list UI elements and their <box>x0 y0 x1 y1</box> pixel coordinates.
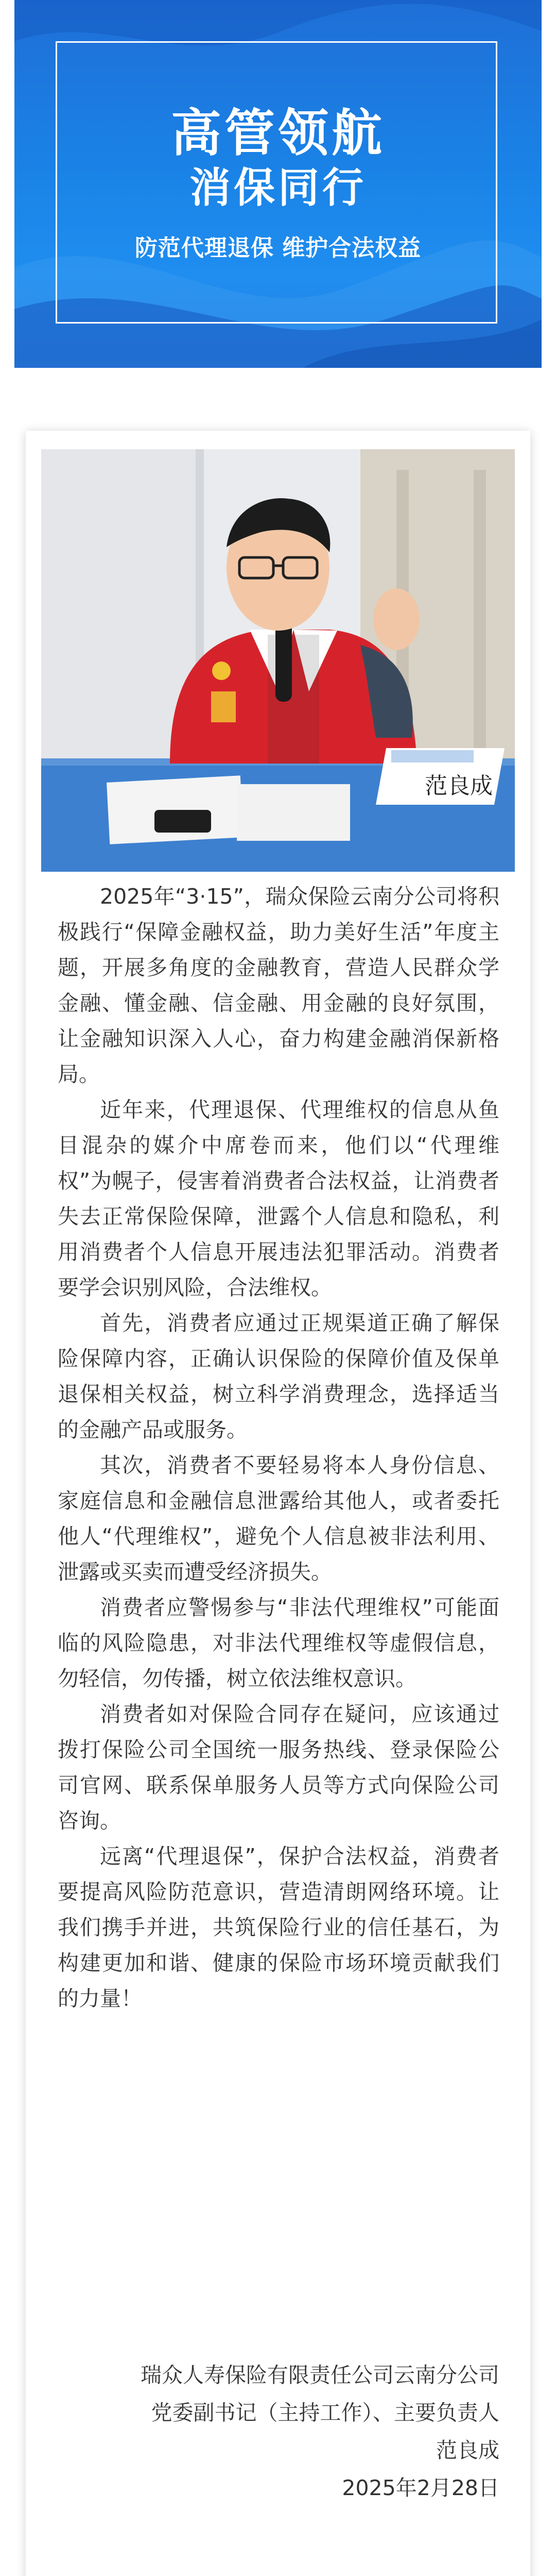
signature-name: 范良成 <box>436 2438 499 2463</box>
paragraph: 其次，消费者不要轻易将本人身份信息、家庭信息和金融信息泄露给其他人，或者委托他人“代理维权”，避免个人信息被非法利用、泄露或买卖而遭受经济损失。 <box>58 1453 499 1584</box>
speaker-illustration <box>41 449 515 872</box>
signature-company: 瑞众人寿保险有限责任公司云南分公司 <box>141 2363 499 2387</box>
paragraph: 首先，消费者应通过正规渠道正确了解保险保障内容，正确认识保险的保障价值及保单退保相关权益，树立科学消费理念，选择适当的金融产品或服务。 <box>58 1311 499 1442</box>
nameplate-text: 范良成 <box>425 773 493 799</box>
header-banner <box>14 0 542 368</box>
banner-title: 高管领航 <box>170 104 385 163</box>
paragraph: 2025年“3·15”，瑞众保险云南分公司将积极践行“保障金融权益，助力美好生活”年度主题，开展多角度的金融教育，营造人民群众学金融、懂金融、信金融、用金融的良好氛围，让金融知识深入人心，奋力构建金融消保新格局。 <box>58 884 499 1087</box>
signature-block <box>58 2357 499 2507</box>
paragraph: 消费者应警惕参与“非法代理维权”可能面临的风险隐患，对非法代理维权等虚假信息，勿轻信，勿传播，树立依法维权意识。 <box>58 1595 499 1691</box>
banner-subtitle: 消保同行 <box>189 164 367 212</box>
paragraph: 消费者如对保险合同存在疑问，应该通过拨打保险公司全国统一服务热线、登录保险公司官网、联系保单服务人员等方式向保险公司咨询。 <box>58 1702 499 1833</box>
signature-title: 党委副书记（主持工作）、主要负责人 <box>151 2400 499 2425</box>
signature-date: 2025年2月28日 <box>342 2476 499 2500</box>
paragraph: 近年来，代理退保、代理维权的信息从鱼目混杂的媒介中席卷而来，他们以“代理维权”为幌子，侵害着消费者合法权益，让消费者失去正常保险保障，泄露个人信息和隐私，利用消费者个人信息开展违法犯罪活动。消费者要学会识别风险，合法维权。 <box>58 1097 499 1300</box>
speaker-photo <box>41 449 515 872</box>
paragraph: 远离“代理退保”，保护合法权益，消费者要提高风险防范意识，营造清朗网络环境。让我们携手并进，共筑保险行业的信任基石，为构建更加和谐、健康的保险市场环境贡献我们的力量！ <box>58 1844 499 2011</box>
article-body <box>58 879 499 2016</box>
banner-tagline: 防范代理退保 维护合法权益 <box>134 235 422 261</box>
